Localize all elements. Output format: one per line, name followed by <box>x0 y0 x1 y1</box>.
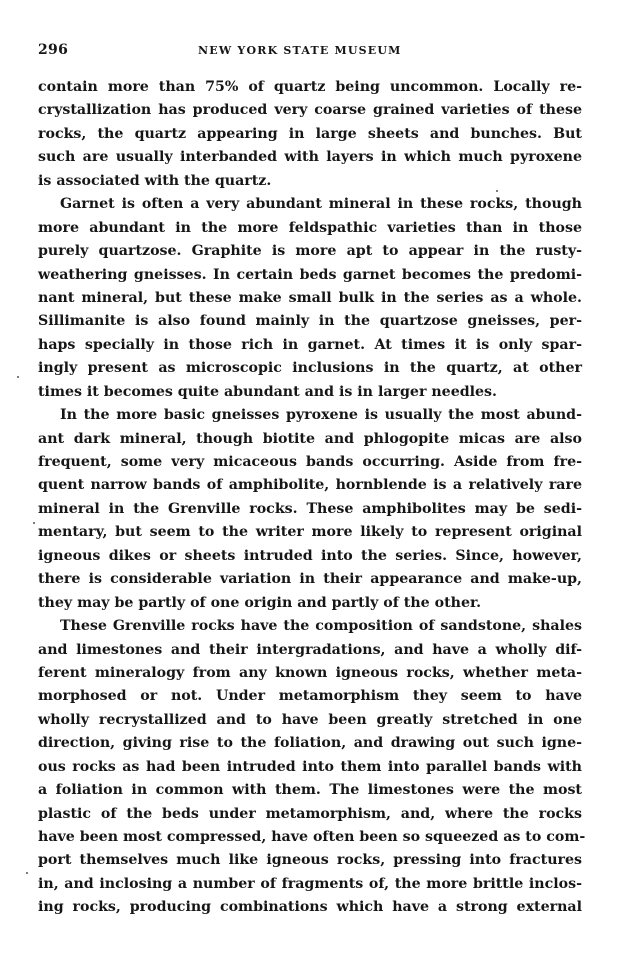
text-line: and limestones and their intergradations, and have a wholly dif- <box>38 641 582 658</box>
page-header <box>38 42 586 58</box>
text-line: ing rocks, producing combinations which have a strong external <box>38 899 582 916</box>
text-line: there is considerable variation in their appearance and make-up, <box>38 571 582 588</box>
text-line: nant mineral, but these make small bulk in the series as a whole. <box>38 289 582 306</box>
paragraph <box>38 193 582 404</box>
text-line: more abundant in the more feldspathic varieties than in those <box>38 219 582 236</box>
text-line: ant dark mineral, though biotite and phlogopite micas are also <box>38 430 582 447</box>
paragraph <box>38 76 582 193</box>
speck-mark <box>33 522 35 524</box>
text-line: ferent mineralogy from any known igneous rocks, whether meta- <box>38 664 582 681</box>
paragraph <box>38 404 582 615</box>
text-line: purely quartzose. Graphite is more apt to appear in the rusty- <box>38 243 582 260</box>
text-line: haps specially in those rich in garnet. At times it is only spar- <box>38 336 582 353</box>
text-line: is associated with the quartz. <box>38 172 272 189</box>
speck-mark <box>496 190 498 192</box>
text-line: port themselves much like igneous rocks, pressing into fractures <box>38 852 582 869</box>
text-line: frequent, some very micaceous bands occurring. Aside from fre- <box>38 454 582 470</box>
text-line: morphosed or not. Under metamorphism they seem to have <box>38 688 582 705</box>
text-line: weathering gneisses. In certain beds garnet becomes the predomi- <box>38 266 582 283</box>
text-line: a foliation in common with them. The limestones were the most <box>38 782 582 799</box>
text-line: crystallization has produced very coarse grained varieties of these <box>38 102 582 119</box>
text-line: they may be partly of one origin and partly of the other. <box>38 594 482 611</box>
text-line: mineral in the Grenville rocks. These amphibolites may be sedi- <box>38 500 582 517</box>
text-line: such are usually interbanded with layers in which much pyroxene <box>38 149 582 166</box>
running-title: NEW YORK STATE MUSEUM <box>198 44 402 57</box>
paragraph <box>38 615 586 920</box>
text-line: quent narrow bands of amphibolite, hornblende is a relatively rare <box>38 477 582 494</box>
text-line: mentary, but seem to the writer more likely to represent original <box>38 524 582 541</box>
text-line: These Grenville rocks have the composition of sandstone, shales <box>60 618 582 635</box>
text-line: Garnet is often a very abundant mineral in these rocks, though <box>60 196 582 213</box>
speck-mark <box>26 872 28 874</box>
text-line: direction, giving rise to the foliation, and drawing out such igne- <box>38 735 582 752</box>
text-line: rocks, the quartz appearing in large sheets and bunches. But <box>38 125 582 142</box>
text-line: Sillimanite is also found mainly in the quartzose gneisses, per- <box>38 313 582 330</box>
text-line: In the more basic gneisses pyroxene is usually the most abund- <box>60 407 582 424</box>
body-text <box>38 76 586 920</box>
speck-mark <box>17 376 19 378</box>
text-line: plastic of the beds under metamorphism, and, where the rocks <box>38 805 582 822</box>
page-number: 296 <box>38 42 69 58</box>
text-line: times it becomes quite abundant and is in larger needles. <box>38 383 497 400</box>
text-line: in, and inclosing a number of fragments of, the more brittle inclos- <box>38 875 582 892</box>
text-line: wholly recrystallized and to have been greatly stretched in one <box>38 711 582 728</box>
text-line: ingly present as microscopic inclusions in the quartz, at other <box>38 360 582 377</box>
text-line: ous rocks as had been intruded into them into parallel bands with <box>38 758 582 775</box>
text-line: have been most compressed, have often been so squeezed as to com- <box>38 829 586 845</box>
text-line: contain more than 75% of quartz being uncommon. Locally re- <box>38 79 582 95</box>
text-line: igneous dikes or sheets intruded into the series. Since, however, <box>38 547 582 564</box>
